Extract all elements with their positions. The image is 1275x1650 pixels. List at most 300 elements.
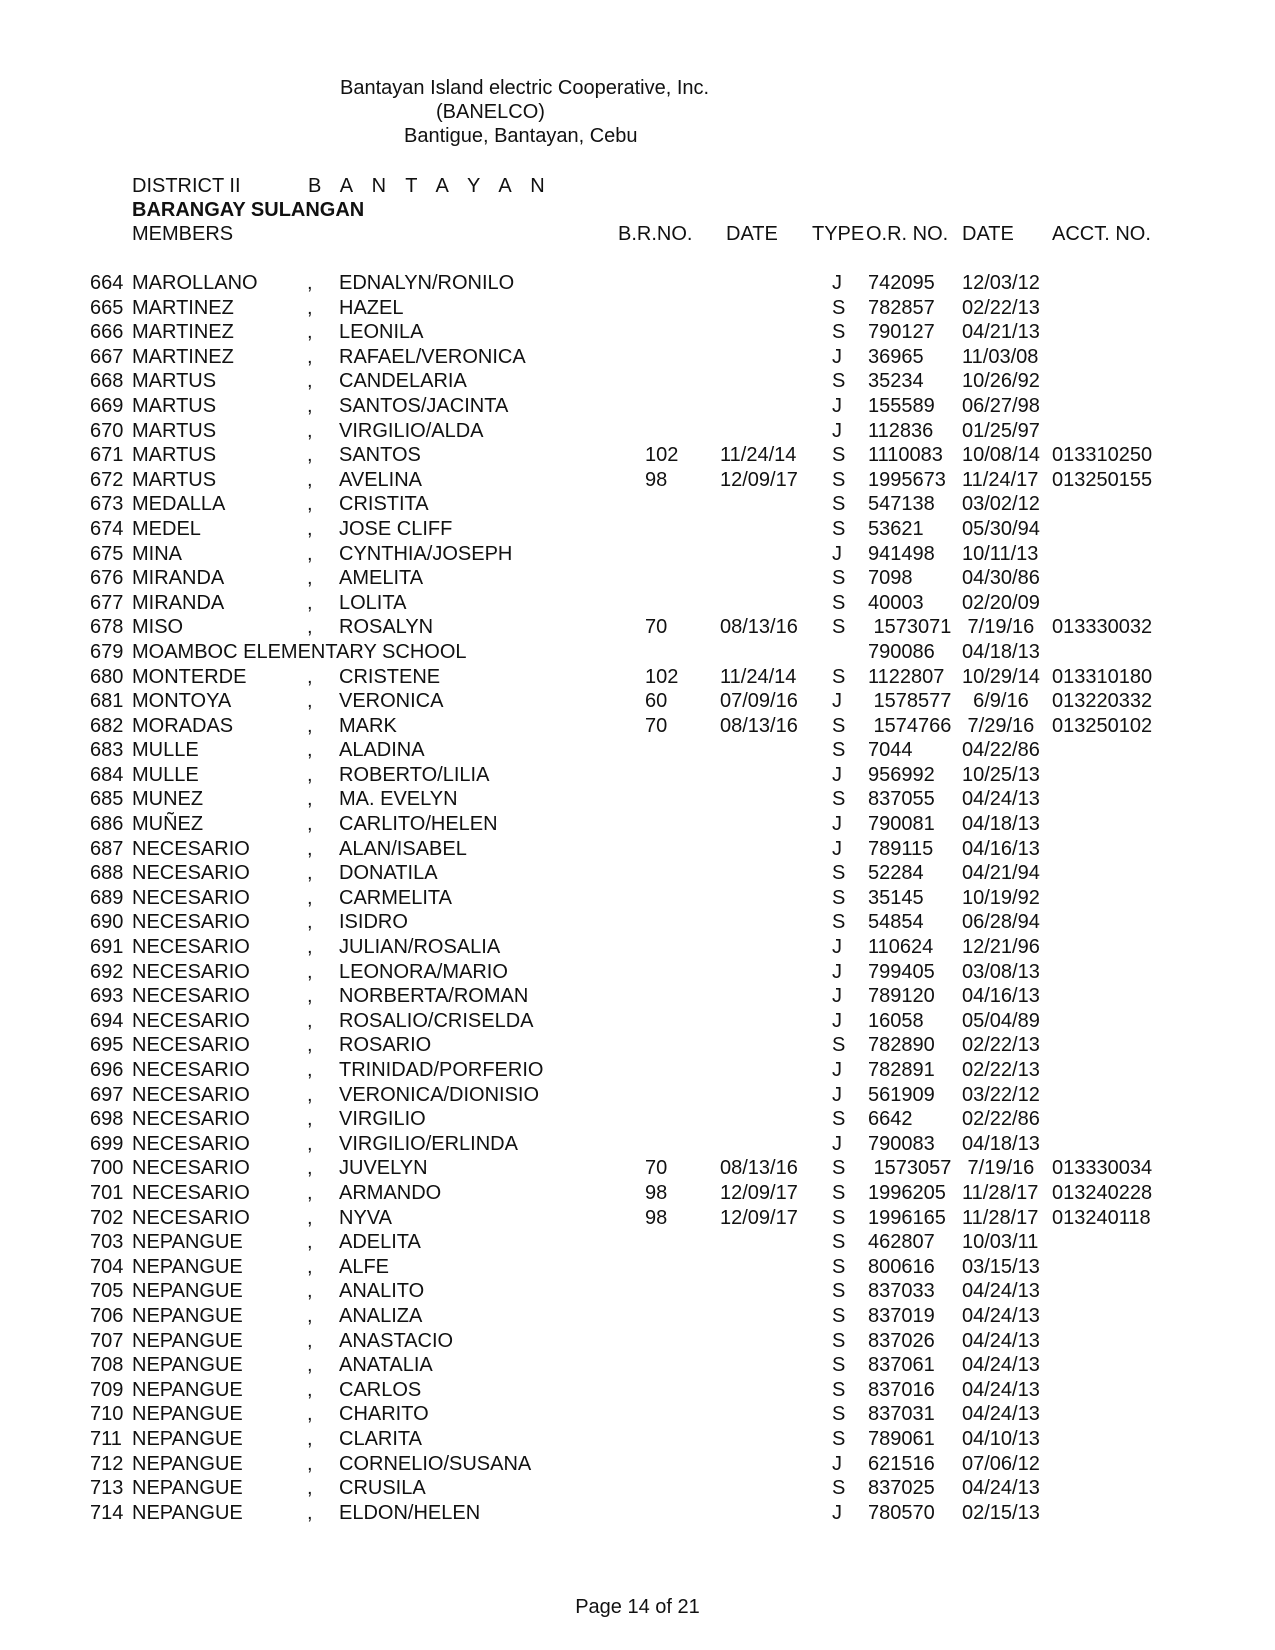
- first-name: ISIDRO: [339, 911, 408, 934]
- last-name: NECESARIO: [132, 911, 250, 934]
- or-date: 02/22/13: [962, 296, 1040, 319]
- membership-type: J: [832, 272, 842, 294]
- first-name: LEONORA/MARIO: [339, 960, 508, 983]
- last-name: MORADAS: [132, 714, 234, 737]
- page-number: Page 14 of 21: [575, 1596, 700, 1618]
- separator: ,: [307, 567, 313, 590]
- first-name: CYNTHIA/JOSEPH: [339, 542, 513, 565]
- or-date: 10/03/11: [962, 1231, 1039, 1254]
- or-no: 837031: [868, 1403, 935, 1426]
- membership-type: J: [832, 837, 842, 860]
- row-number: 664: [90, 272, 124, 294]
- row-number: 687: [90, 837, 124, 860]
- table-row: [0, 591, 1275, 616]
- separator: ,: [307, 1403, 313, 1426]
- separator: ,: [307, 813, 313, 836]
- first-name: VIRGILIO: [339, 1108, 426, 1131]
- separator: ,: [307, 419, 313, 442]
- br-no: 70: [645, 616, 668, 639]
- br-no: 98: [645, 1181, 668, 1204]
- first-name: ROBERTO/LILIA: [339, 763, 490, 786]
- separator: ,: [307, 1255, 313, 1278]
- first-name: CANDELARIA: [339, 370, 467, 393]
- row-number: 692: [90, 960, 124, 983]
- separator: ,: [307, 542, 313, 565]
- row-number: 700: [90, 1157, 124, 1180]
- table-row: [0, 984, 1275, 1009]
- last-name: NECESARIO: [132, 1009, 250, 1032]
- first-name: ANATALIA: [339, 1354, 433, 1377]
- last-name: NEPANGUE: [132, 1354, 243, 1377]
- acct-no: 013250102: [1052, 714, 1153, 737]
- or-no: 790083: [868, 1132, 935, 1155]
- separator: ,: [307, 739, 313, 762]
- or-no: 782891: [868, 1059, 935, 1081]
- separator: ,: [307, 370, 313, 393]
- or-date: 10/26/92: [962, 370, 1040, 393]
- table-row: [0, 1329, 1275, 1354]
- table-row: [0, 271, 1275, 296]
- or-no: 789061: [868, 1427, 935, 1450]
- membership-type: S: [832, 444, 846, 467]
- or-date: 04/24/13: [962, 1354, 1040, 1377]
- or-date: 10/29/14: [962, 665, 1040, 688]
- first-name: MARK: [339, 714, 397, 737]
- or-date: 6/9/16: [962, 690, 1029, 713]
- membership-type: S: [832, 567, 846, 590]
- or-date: 04/10/13: [962, 1427, 1040, 1450]
- membership-type: S: [832, 1231, 846, 1254]
- column-header-or-no: O.R. NO.: [866, 223, 949, 245]
- last-name: MEDEL: [132, 517, 201, 540]
- or-no: 790086: [868, 640, 935, 663]
- row-number: 669: [90, 394, 124, 417]
- membership-type: S: [832, 911, 846, 934]
- table-row: [0, 1033, 1275, 1058]
- table-row: [0, 738, 1275, 763]
- separator: ,: [307, 1206, 313, 1229]
- or-no: 1573057: [868, 1157, 952, 1180]
- last-name: MONTERDE: [132, 665, 247, 688]
- membership-type: S: [832, 1157, 846, 1180]
- or-date: 04/18/13: [962, 1132, 1040, 1155]
- last-name: MISO: [132, 616, 184, 639]
- membership-type: J: [832, 1501, 842, 1524]
- row-number: 693: [90, 985, 124, 1008]
- separator: ,: [307, 1280, 313, 1303]
- row-number: 670: [90, 419, 124, 442]
- or-date: 03/15/13: [962, 1255, 1040, 1278]
- br-no: 98: [645, 468, 668, 491]
- or-date: 01/25/97: [962, 419, 1040, 442]
- first-name: ANALIZA: [339, 1304, 423, 1327]
- last-name: MONTOYA: [132, 690, 232, 713]
- first-name: ANASTACIO: [339, 1329, 454, 1352]
- column-header-type: TYPE: [812, 223, 865, 245]
- or-date: 03/08/13: [962, 960, 1040, 983]
- table-row: [0, 1353, 1275, 1378]
- first-name: CARMELITA: [339, 886, 452, 909]
- or-date: 04/16/13: [962, 985, 1040, 1008]
- acct-no: 013330032: [1052, 616, 1153, 639]
- table-row: [0, 910, 1275, 935]
- or-no: 941498: [868, 542, 935, 565]
- first-name: DONATILA: [339, 862, 438, 885]
- or-no: 800616: [868, 1255, 935, 1278]
- membership-type: S: [832, 517, 846, 540]
- last-name: MIRANDA: [132, 591, 225, 614]
- row-number: 705: [90, 1280, 124, 1303]
- membership-type: S: [832, 714, 846, 737]
- table-row: [0, 960, 1275, 985]
- row-number: 713: [90, 1477, 124, 1500]
- row-number: 684: [90, 763, 124, 786]
- or-date: 02/22/13: [962, 1034, 1040, 1057]
- last-name: NECESARIO: [132, 1132, 250, 1155]
- or-no: 1122807: [868, 665, 945, 688]
- table-row: [0, 296, 1275, 321]
- last-name: NECESARIO: [132, 1059, 250, 1081]
- separator: ,: [307, 960, 313, 983]
- table-row: [0, 1206, 1275, 1231]
- membership-type: J: [832, 690, 842, 713]
- acct-no: 013240118: [1052, 1206, 1151, 1229]
- or-no: 53621: [868, 517, 924, 540]
- or-no: 547138: [868, 493, 935, 516]
- table-row: [0, 517, 1275, 542]
- table-row: [0, 812, 1275, 837]
- last-name: MOAMBOC ELEMENTARY SCHOOL: [132, 640, 467, 663]
- membership-type: J: [832, 1009, 842, 1032]
- br-no: 102: [645, 665, 679, 688]
- or-no: 789120: [868, 985, 935, 1008]
- acct-no: 013310250: [1052, 444, 1153, 467]
- separator: ,: [307, 1181, 313, 1204]
- last-name: MARTUS: [132, 370, 217, 393]
- last-name: NECESARIO: [132, 960, 250, 983]
- last-name: NEPANGUE: [132, 1452, 243, 1475]
- row-number: 681: [90, 690, 124, 713]
- table-row: [0, 1181, 1275, 1206]
- or-no: 561909: [868, 1083, 935, 1106]
- separator: ,: [307, 1034, 313, 1057]
- table-row: [0, 1279, 1275, 1304]
- or-date: 11/03/08: [962, 345, 1039, 368]
- membership-type: S: [832, 616, 846, 639]
- or-date: 11/28/17: [962, 1181, 1039, 1204]
- or-date: 12/21/96: [962, 936, 1040, 959]
- br-no: 70: [645, 714, 668, 737]
- last-name: NEPANGUE: [132, 1477, 243, 1500]
- or-no: 462807: [868, 1231, 935, 1254]
- separator: ,: [307, 1231, 313, 1254]
- or-date: 06/28/94: [962, 911, 1040, 934]
- first-name: ROSALIO/CRISELDA: [339, 1009, 534, 1032]
- table-row: [0, 935, 1275, 960]
- or-date: 10/25/13: [962, 763, 1040, 786]
- membership-type: S: [832, 1427, 846, 1450]
- column-header-date: DATE: [726, 223, 778, 245]
- table-row: [0, 1402, 1275, 1427]
- br-date: 08/13/16: [720, 714, 798, 737]
- separator: ,: [307, 468, 313, 491]
- table-row: [0, 640, 1275, 665]
- separator: ,: [307, 1083, 313, 1106]
- last-name: MARTINEZ: [132, 345, 234, 368]
- first-name: SANTOS: [339, 444, 421, 467]
- table-row: [0, 837, 1275, 862]
- last-name: NEPANGUE: [132, 1378, 243, 1401]
- separator: ,: [307, 1157, 313, 1180]
- first-name: ARMANDO: [339, 1181, 442, 1204]
- table-row: [0, 419, 1275, 444]
- table-row: [0, 369, 1275, 394]
- or-date: 06/27/98: [962, 394, 1040, 417]
- first-name: LOLITA: [339, 591, 407, 614]
- separator: ,: [307, 1427, 313, 1450]
- table-row: [0, 1378, 1275, 1403]
- row-number: 683: [90, 739, 124, 762]
- table-row: [0, 492, 1275, 517]
- or-date: 04/24/13: [962, 1403, 1040, 1426]
- table-row: [0, 689, 1275, 714]
- first-name: ANALITO: [339, 1280, 425, 1303]
- separator: ,: [307, 690, 313, 713]
- first-name: VIRGILIO/ALDA: [339, 419, 484, 442]
- table-row: [0, 320, 1275, 345]
- first-name: VERONICA: [339, 690, 444, 713]
- barangay-title: BARANGAY SULANGAN: [132, 199, 365, 221]
- br-date: 08/13/16: [720, 1157, 798, 1180]
- or-no: 35234: [868, 370, 924, 393]
- membership-type: S: [832, 1329, 846, 1352]
- or-date: 7/29/16: [962, 714, 1035, 737]
- membership-type: J: [832, 763, 842, 786]
- or-date: 02/22/86: [962, 1108, 1040, 1131]
- first-name: TRINIDAD/PORFERIO: [339, 1059, 544, 1081]
- membership-type: S: [832, 1255, 846, 1278]
- or-date: 04/24/13: [962, 1378, 1040, 1401]
- or-no: 742095: [868, 272, 935, 294]
- or-no: 6642: [868, 1108, 913, 1131]
- or-date: 10/19/92: [962, 886, 1040, 909]
- or-date: 05/04/89: [962, 1009, 1040, 1032]
- row-number: 689: [90, 886, 124, 909]
- row-number: 686: [90, 813, 124, 836]
- or-no: 1573071: [868, 616, 952, 639]
- or-date: 03/02/12: [962, 493, 1040, 516]
- last-name: MAROLLANO: [132, 272, 258, 294]
- first-name: ALAN/ISABEL: [339, 837, 467, 860]
- membership-type: S: [832, 1354, 846, 1377]
- last-name: NEPANGUE: [132, 1329, 243, 1352]
- row-number: 672: [90, 468, 124, 491]
- row-number: 688: [90, 862, 124, 885]
- last-name: MUNEZ: [132, 788, 204, 811]
- separator: ,: [307, 714, 313, 737]
- row-number: 668: [90, 370, 124, 393]
- or-no: 837055: [868, 788, 935, 811]
- or-date: 04/18/13: [962, 640, 1040, 663]
- row-number: 703: [90, 1231, 124, 1254]
- membership-type: J: [832, 1132, 842, 1155]
- or-no: 112836: [868, 419, 934, 442]
- first-name: AMELITA: [339, 567, 424, 590]
- first-name: MA. EVELYN: [339, 788, 458, 811]
- table-row: [0, 1132, 1275, 1157]
- membership-type: S: [832, 493, 846, 516]
- row-number: 706: [90, 1304, 124, 1327]
- row-number: 679: [90, 640, 124, 663]
- separator: ,: [307, 936, 313, 959]
- br-date: 08/13/16: [720, 616, 798, 639]
- first-name: EDNALYN/RONILO: [339, 272, 515, 294]
- row-number: 712: [90, 1452, 124, 1475]
- row-number: 699: [90, 1132, 124, 1155]
- row-number: 675: [90, 542, 124, 565]
- separator: ,: [307, 1304, 313, 1327]
- membership-type: S: [832, 1477, 846, 1500]
- row-number: 673: [90, 493, 124, 516]
- separator: ,: [307, 886, 313, 909]
- membership-type: S: [832, 1181, 846, 1204]
- separator: ,: [307, 1452, 313, 1475]
- membership-type: J: [832, 813, 842, 836]
- or-no: 7098: [868, 567, 913, 590]
- first-name: NYVA: [339, 1206, 392, 1229]
- row-number: 671: [90, 444, 124, 467]
- separator: ,: [307, 272, 313, 294]
- last-name: NEPANGUE: [132, 1403, 243, 1426]
- column-header-members: MEMBERS: [132, 223, 234, 245]
- or-no: 1574766: [868, 714, 952, 737]
- or-date: 02/20/09: [962, 591, 1040, 614]
- column-header-date2: DATE: [962, 223, 1014, 245]
- last-name: NECESARIO: [132, 1206, 250, 1229]
- acct-no: 013310180: [1052, 665, 1153, 688]
- header-org-abbr: (BANELCO): [436, 101, 545, 123]
- br-no: 102: [645, 444, 679, 467]
- or-no: 7044: [868, 739, 913, 762]
- table-row: [0, 1083, 1275, 1108]
- membership-type: J: [832, 542, 842, 565]
- or-date: 02/15/13: [962, 1501, 1040, 1524]
- separator: ,: [307, 1354, 313, 1377]
- last-name: NECESARIO: [132, 985, 250, 1008]
- first-name: LEONILA: [339, 321, 424, 344]
- separator: ,: [307, 985, 313, 1008]
- table-row: [0, 566, 1275, 591]
- or-date: 12/03/12: [962, 272, 1040, 294]
- last-name: MULLE: [132, 763, 199, 786]
- row-number: 708: [90, 1354, 124, 1377]
- separator: ,: [307, 665, 313, 688]
- separator: ,: [307, 788, 313, 811]
- membership-type: S: [832, 1304, 846, 1327]
- or-date: 11/28/17: [962, 1206, 1039, 1229]
- table-row: [0, 1156, 1275, 1181]
- row-number: 696: [90, 1059, 124, 1081]
- table-row: [0, 1009, 1275, 1034]
- membership-type: S: [832, 1280, 846, 1303]
- table-row: [0, 787, 1275, 812]
- table-row: [0, 1255, 1275, 1280]
- first-name: JULIAN/ROSALIA: [339, 936, 501, 959]
- first-name: NORBERTA/ROMAN: [339, 985, 529, 1008]
- last-name: NEPANGUE: [132, 1231, 243, 1254]
- membership-type: J: [832, 394, 842, 417]
- last-name: NEPANGUE: [132, 1304, 243, 1327]
- last-name: MARTUS: [132, 444, 217, 467]
- or-no: 956992: [868, 763, 935, 786]
- or-date: 07/06/12: [962, 1452, 1040, 1475]
- br-date: 11/24/14: [720, 665, 797, 688]
- separator: ,: [307, 394, 313, 417]
- membership-type: S: [832, 665, 846, 688]
- table-row: [0, 714, 1275, 739]
- membership-type: S: [832, 370, 846, 393]
- row-number: 682: [90, 714, 124, 737]
- acct-no: 013250155: [1052, 468, 1153, 491]
- last-name: NECESARIO: [132, 1157, 250, 1180]
- separator: ,: [307, 616, 313, 639]
- membership-type: S: [832, 1206, 846, 1229]
- separator: ,: [307, 345, 313, 368]
- table-row: [0, 468, 1275, 493]
- or-date: 7/19/16: [962, 1157, 1035, 1180]
- or-no: 40003: [868, 591, 924, 614]
- acct-no: 013240228: [1052, 1181, 1153, 1204]
- membership-type: J: [832, 1059, 842, 1081]
- or-date: 04/24/13: [962, 1280, 1040, 1303]
- or-no: 54854: [868, 911, 924, 934]
- or-date: 04/21/13: [962, 321, 1040, 344]
- row-number: 701: [90, 1181, 124, 1204]
- or-no: 782890: [868, 1034, 935, 1057]
- br-no: 70: [645, 1157, 668, 1180]
- table-row: [0, 1501, 1275, 1526]
- first-name: CRISTITA: [339, 493, 429, 516]
- table-row: [0, 763, 1275, 788]
- separator: ,: [307, 837, 313, 860]
- membership-type: J: [832, 1452, 842, 1475]
- membership-type: S: [832, 321, 846, 344]
- first-name: RAFAEL/VERONICA: [339, 345, 526, 368]
- separator: ,: [307, 763, 313, 786]
- membership-type: S: [832, 1378, 846, 1401]
- or-date: 04/24/13: [962, 788, 1040, 811]
- first-name: CRUSILA: [339, 1477, 426, 1500]
- separator: ,: [307, 591, 313, 614]
- member-list: [0, 271, 1275, 1525]
- or-date: 04/24/13: [962, 1304, 1040, 1327]
- membership-type: S: [832, 468, 846, 491]
- or-date: 10/11/13: [962, 542, 1039, 565]
- separator: ,: [307, 1059, 313, 1081]
- separator: ,: [307, 493, 313, 516]
- br-date: 11/24/14: [720, 444, 797, 467]
- or-no: 1110083: [868, 444, 943, 467]
- table-row: [0, 542, 1275, 567]
- br-no: 60: [645, 690, 668, 713]
- membership-type: J: [832, 960, 842, 983]
- first-name: ALFE: [339, 1255, 390, 1278]
- row-number: 709: [90, 1378, 124, 1401]
- or-no: 52284: [868, 862, 924, 885]
- table-row: [0, 345, 1275, 370]
- first-name: JOSE CLIFF: [339, 517, 453, 540]
- or-no: 780570: [868, 1501, 935, 1524]
